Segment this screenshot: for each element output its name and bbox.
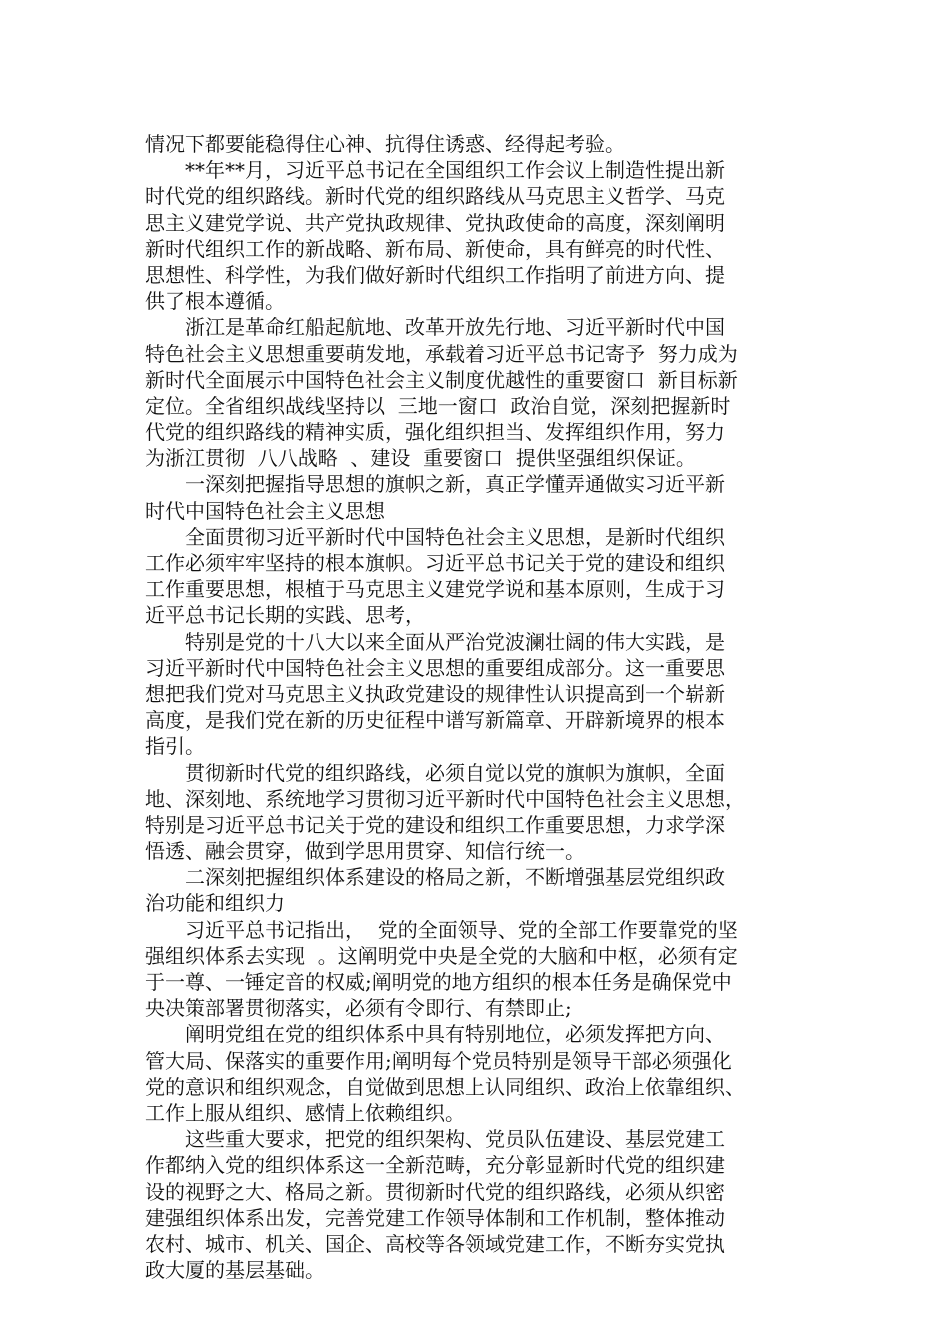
text-line: 指引。: [145, 734, 205, 759]
text-line: 工作重要思想，根植于马克思主义建党学说和基本原则，生成于习: [145, 577, 725, 602]
text-line: 情况下都要能稳得住心神、抗得住诱惑、经得起考验。: [145, 132, 625, 156]
text-line: 这些重大要求，把党的组织架构、党员队伍建设、基层党建工: [145, 1127, 725, 1152]
text-line: 思主义建党学说、共产党执政规律、党执政使命的高度，深刻阐明: [145, 210, 725, 235]
text-line: 为浙江贯彻 八八战略 、建设 重要窗口 提供坚强组织保证。: [145, 446, 696, 471]
text-line: 治功能和组织力: [145, 891, 285, 916]
text-line: 于一尊、一锤定音的权威;阐明党的地方组织的根本任务是确保党中: [145, 970, 732, 994]
text-line: 新时代全面展示中国特色社会主义制度优越性的重要窗口 新目标新: [145, 367, 738, 392]
document-body: [145, 131, 815, 1283]
text-line: 特别是党的十八大以来全面从严治党波澜壮阔的伟大实践，是: [145, 629, 725, 654]
text-line: 政大厦的基层基础。: [145, 1258, 325, 1283]
text-line: 时代党的组织路线。新时代党的组织路线从马克思主义哲学、马克: [145, 184, 725, 209]
text-line: 定位。全省组织战线坚持以 三地一窗口 政治自觉，深刻把握新时: [145, 393, 731, 418]
text-line: 地、深刻地、系统地学习贯彻习近平新时代中国特色社会主义思想，: [145, 786, 745, 811]
text-line: 贯彻新时代党的组织路线，必须自觉以党的旗帜为旗帜，全面: [145, 760, 725, 785]
text-line: 设的视野之大、格局之新。贯彻新时代党的组织路线，必须从织密: [145, 1179, 725, 1204]
text-line: 二深刻把握组织体系建设的格局之新，不断增强基层党组织政: [145, 865, 725, 890]
text-line: 阐明党组在党的组织体系中具有特别地位，必须发挥把方向、: [145, 1022, 725, 1047]
text-line: **年**月，习近平总书记在全国组织工作会议上制造性提出新: [145, 158, 725, 183]
text-line: 代党的组织路线的精神实质，强化组织担当、发挥组织作用，努力: [145, 420, 725, 445]
text-line: 党的意识和组织观念，自觉做到思想上认同组织、政治上依靠组织、: [145, 1074, 745, 1099]
text-line: 思想性、科学性，为我们做好新时代组织工作指明了前进方向、提: [145, 262, 725, 287]
text-line: 时代中国特色社会主义思想: [145, 498, 385, 523]
text-line: 管大局、保落实的重要作用;阐明每个党员特别是领导干部必须强化: [145, 1048, 732, 1073]
text-line: 作都纳入党的组织体系这一全新范畴，充分彰显新时代党的组织建: [145, 1153, 725, 1178]
text-line: 全面贯彻习近平新时代中国特色社会主义思想，是新时代组织: [145, 524, 725, 549]
text-line: 近平总书记长期的实践、思考，: [145, 603, 425, 628]
text-line: 习近平新时代中国特色社会主义思想的重要组成部分。这一重要思: [145, 655, 725, 680]
text-line: 央决策部署贯彻落实，必须有令即行、有禁即止;: [145, 996, 572, 1021]
text-line: 特别是习近平总书记关于党的建设和组织工作重要思想，力求学深: [145, 812, 725, 837]
text-line: 农村、城市、机关、国企、高校等各领域党建工作，不断夯实党执: [145, 1231, 725, 1256]
text-line: 工作必须牢牢坚持的根本旗帜。习近平总书记关于党的建设和组织: [145, 551, 725, 575]
text-line: 高度，是我们党在新的历史征程中谱写新篇章、开辟新境界的根本: [145, 708, 725, 733]
text-line: 建强组织体系出发，完善党建工作领导体制和工作机制，整体推动: [145, 1205, 725, 1230]
text-line: 习近平总书记指出， 党的全面领导、党的全部工作要靠党的坚: [145, 917, 738, 942]
text-line: 供了根本遵循。: [145, 289, 285, 314]
text-line: 新时代组织工作的新战略、新布局、新使命，具有鲜亮的时代性、: [145, 236, 725, 261]
text-line: 一深刻把握指导思想的旗帜之新，真正学懂弄通做实习近平新: [145, 472, 725, 497]
text-line: 浙江是革命红船起航地、改革开放先行地、习近平新时代中国: [145, 315, 725, 340]
text-line: 特色社会主义思想重要萌发地，承载着习近平总书记寄予 努力成为: [145, 341, 738, 366]
text-line: 强组织体系去实现 。这阐明党中央是全党的大脑和中枢，必须有定: [145, 943, 738, 968]
text-line: 悟透、融会贯穿，做到学思用贯穿、知信行统一。: [145, 839, 585, 864]
text-line: 工作上服从组织、感情上依赖组织。: [145, 1100, 465, 1125]
text-line: 想把我们党对马克思主义执政党建设的规律性认识提高到一个崭新: [145, 681, 725, 706]
